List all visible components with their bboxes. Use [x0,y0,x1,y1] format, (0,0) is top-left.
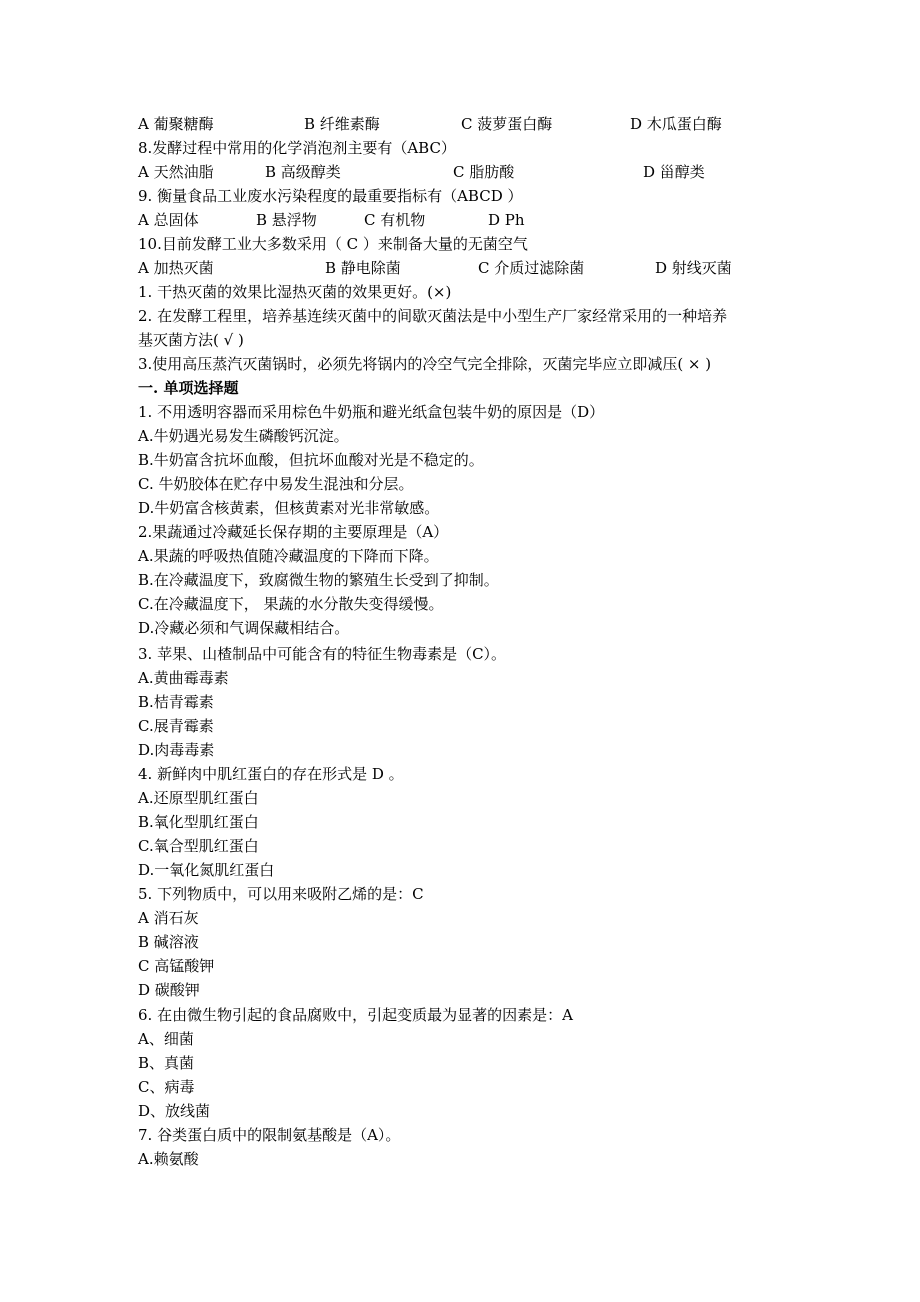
single-choice-5-d: D 碳酸钾 [138,981,200,999]
section-title: 一. 单项选择题 [138,379,239,397]
single-choice-5-c: C 高锰酸钾 [138,957,215,975]
true-false-3: 3.使用高压蒸汽灭菌锅时，必须先将锅内的冷空气完全排除，灭菌完毕应立即减压( × ) [138,355,712,373]
single-choice-3: 3. 苹果、山楂制品中可能含有的特征生物毒素是（C）。 [138,645,507,663]
single-choice-3-a: A.黄曲霉毒素 [138,669,229,687]
question-10: 10.目前发酵工业大多数采用（ C ）来制备大量的无菌空气 [138,235,528,253]
single-choice-5-b: B 碱溶液 [138,933,199,951]
option-a: A 总固体 [138,211,199,229]
true-false-2-cont: 基灭菌方法( √ ) [138,331,244,349]
single-choice-3-c: C.展青霉素 [138,717,214,735]
options-row-q10 [138,256,838,280]
single-choice-1-a: A.牛奶遇光易发生磷酸钙沉淀。 [138,427,349,445]
single-choice-1: 1. 不用透明容器而采用棕色牛奶瓶和避光纸盒包装牛奶的原因是（D） [138,403,605,421]
question-9: 9. 衡量食品工业废水污染程度的最重要指标有（ABCD ） [138,187,523,205]
single-choice-4-c: C.氧合型肌红蛋白 [138,837,259,855]
options-row-q9 [138,208,838,232]
option-c: C 介质过滤除菌 [478,259,585,277]
option-b: B 悬浮物 [256,211,317,229]
options-row-q8 [138,160,838,184]
single-choice-2-a: A.果蔬的呼吸热值随冷藏温度的下降而下降。 [138,547,439,565]
single-choice-5-a: A 消石灰 [138,909,199,927]
single-choice-2-c: C.在冷藏温度下， 果蔬的水分散失变得缓慢。 [138,595,444,613]
single-choice-4-d: D.一氧化氮肌红蛋白 [138,861,275,879]
single-choice-4: 4. 新鲜肉中肌红蛋白的存在形式是 D 。 [138,765,404,783]
option-c: C 有机物 [364,211,426,229]
single-choice-7-a: A.赖氨酸 [138,1150,199,1168]
single-choice-2-d: D.冷藏必须和气调保藏相结合。 [138,619,350,637]
option-c: C 脂肪酸 [453,163,515,181]
single-choice-7: 7. 谷类蛋白质中的限制氨基酸是（A）。 [138,1126,401,1144]
option-b: B 高级醇类 [265,163,341,181]
option-a: A 天然油脂 [138,163,214,181]
single-choice-6-b: B、真菌 [138,1054,195,1072]
single-choice-1-b: B.牛奶富含抗坏血酸，但抗坏血酸对光是不稳定的。 [138,451,484,469]
single-choice-6-d: D、放线菌 [138,1102,211,1120]
single-choice-6-a: A、细菌 [138,1030,194,1048]
single-choice-6-c: C、病毒 [138,1078,195,1096]
single-choice-6: 6. 在由微生物引起的食品腐败中，引起变质最为显著的因素是：A [138,1006,573,1024]
option-d: D Ph [488,211,525,229]
option-d: D 甾醇类 [643,163,705,181]
single-choice-2: 2.果蔬通过冷藏延长保存期的主要原理是（A） [138,523,449,541]
single-choice-4-b: B.氧化型肌红蛋白 [138,813,259,831]
single-choice-1-d: D.牛奶富含核黄素，但核黄素对光非常敏感。 [138,499,440,517]
question-8: 8.发酵过程中常用的化学消泡剂主要有（ABC） [138,139,456,157]
option-b: B 静电除菌 [325,259,401,277]
option-c: C 菠萝蛋白酶 [461,115,553,133]
single-choice-5: 5. 下列物质中，可以用来吸附乙烯的是：C [138,885,424,903]
option-a: A 加热灭菌 [138,259,214,277]
single-choice-4-a: A.还原型肌红蛋白 [138,789,259,807]
true-false-2: 2. 在发酵工程里，培养基连续灭菌中的间歇灭菌法是中小型生产厂家经常采用的一种培养 [138,307,728,325]
option-d: D 射线灭菌 [655,259,732,277]
option-d: D 木瓜蛋白酶 [630,115,722,133]
single-choice-3-b: B.桔青霉素 [138,693,214,711]
single-choice-1-c: C. 牛奶胶体在贮存中易发生混浊和分层。 [138,475,414,493]
options-row-top [138,112,838,136]
option-a: A 葡聚糖酶 [138,115,214,133]
option-b: B 纤维素酶 [304,115,380,133]
single-choice-3-d: D.肉毒毒素 [138,741,215,759]
true-false-1: 1. 干热灭菌的效果比湿热灭菌的效果更好。(×) [138,283,452,301]
single-choice-2-b: B.在冷藏温度下，致腐微生物的繁殖生长受到了抑制。 [138,571,499,589]
